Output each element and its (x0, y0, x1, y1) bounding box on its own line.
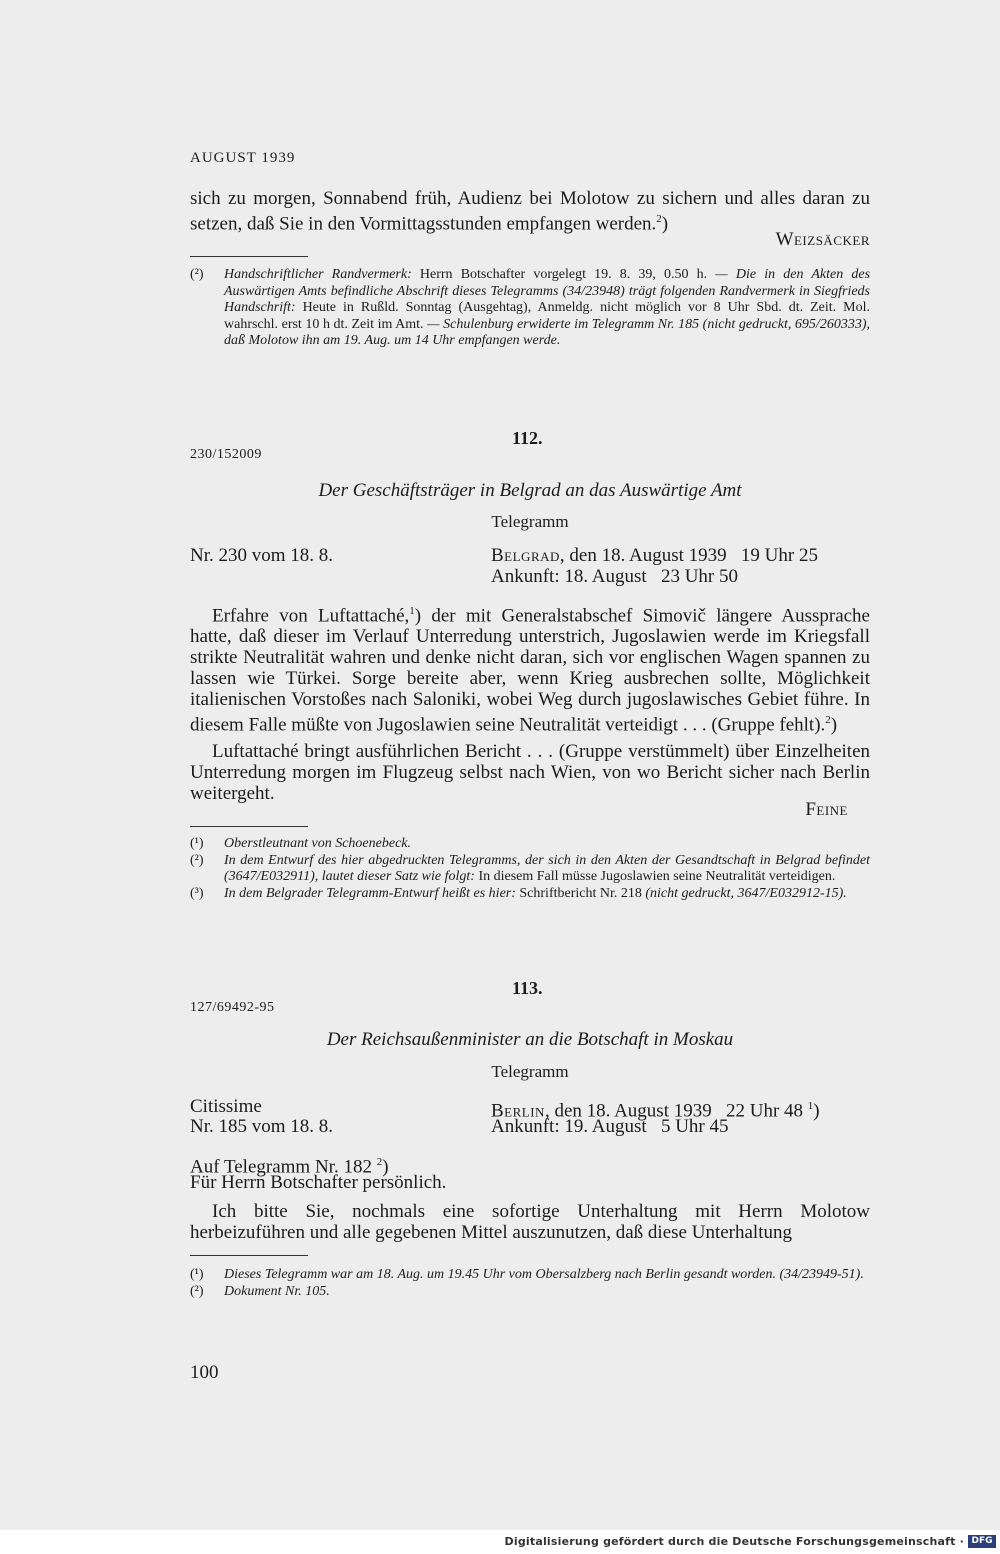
body-text: Erfahre von Luftattaché, (212, 605, 410, 627)
dispatch-place: Belgrad (491, 545, 560, 566)
footnote-ref: 2 (825, 714, 831, 727)
footnote-part: — Schulenburg erwiderte im Telegramm Nr. 185 (nicht gedruckt, 695/260333), daß Molotow ihn am 19. Aug. um 14 Uhr empfangen werde. (224, 316, 870, 348)
dispatch-place: Berlin (491, 1100, 545, 1122)
footnote (190, 836, 870, 853)
footnote-divider (190, 826, 308, 827)
footnote (190, 267, 870, 350)
footnote-divider (190, 256, 308, 257)
continuation-text: sich zu morgen, Sonnabend früh, Audienz bei Molotow zu sichern und alles daran zu setzen, daß Sie in den Vormittagsstunden empfangen werden. (190, 188, 870, 235)
body-text: Ich bitte Sie, nochmals eine sofortige Unterhaltung mit Herrn Molotow herbeizuführen und alle gegebenen Mittel auszunutzen, daß diese Unterhaltung (190, 1201, 870, 1243)
document-title: Der Geschäftsträger in Belgrad an das Auswärtige Amt (318, 480, 742, 501)
arrival-line: Ankunft: 19. August 5 Uhr 45 (491, 1116, 729, 1137)
footnote-block (190, 836, 870, 902)
footnote-part: In dem Belgrader Telegramm-Entwurf heißt es hier: (224, 885, 520, 901)
film-reference: 230/152009 (190, 447, 262, 462)
footnote (190, 853, 870, 886)
body-paragraph (190, 741, 870, 804)
footnote-ref-close: ) (661, 213, 669, 235)
telegram-number: Nr. 185 vom 18. 8. (190, 1116, 334, 1137)
footnote-part: Handschriftlicher Randvermerk: (224, 267, 420, 282)
dfg-logo: DFG (968, 1535, 996, 1548)
footnote (190, 886, 870, 903)
footnote-block (190, 1267, 870, 1300)
footnote (190, 1267, 870, 1284)
footnote-text: Dokument Nr. 105. (224, 1283, 330, 1299)
film-reference: 127/69492-95 (190, 1000, 275, 1015)
footnote-ref: 1 (409, 605, 415, 617)
footnote-part: Herrn Botschafter vorgelegt 19. 8. 39, 0.50 h. (419, 267, 716, 282)
digitization-footer (0, 1530, 1000, 1554)
footnote-part: Schriftbericht Nr. 218 (519, 885, 646, 901)
arrival-line: Ankunft: 18. August 23 Uhr 50 (491, 566, 738, 587)
footnote-part: Heute in Rußld. Sonntag (Ausgehtag), Anmeldg. nicht möglich vor 8 Uhr Sbd. dt. Zeit. Mol. wahrschl. erst 10 h dt. Zeit im Amt. (224, 300, 870, 332)
body-text: ) (830, 714, 838, 736)
footnote-part: In diesem Fall müsse Jugoslawien seine Neutralität verteidigen. (478, 869, 836, 884)
dispatch-date: , den 18. August 1939 19 Uhr 25 (559, 545, 818, 566)
footnote-text: Oberstleutnant von Schoenebeck. (224, 836, 411, 851)
body-paragraph (190, 1201, 870, 1243)
footnote-ref: 1 (807, 1100, 814, 1112)
footnote-part: In dem Entwurf des hier abgedruckten Telegramms, der sich in den Akten der Gesandtschaft in Belgrad befindet (3647/E032911), lautet dieser Satz wie folgt: (224, 852, 870, 884)
footnote (190, 1284, 870, 1301)
footnote-number: (²) (190, 267, 204, 282)
footnote-number: (¹) (190, 1267, 204, 1282)
footnote-text: Dieses Telegramm war am 18. Aug. um 19.45 Uhr vom Obersalzberg nach Berlin gesandt worden. (34/23949-51). (224, 1267, 864, 1282)
document-title: Der Reichsaußenminister an die Botschaft in Moskau (326, 1029, 734, 1050)
document-type: Telegramm (491, 1062, 569, 1081)
digitization-credit: Digitalisierung gefördert durch die Deutsche Forschungsgemeinschaft · (504, 1535, 964, 1548)
dispatch-date: , den 18. August 1939 22 Uhr 48 (544, 1100, 804, 1122)
body-paragraph (190, 601, 870, 736)
signature-feine: Feine (805, 799, 848, 820)
page-number: 100 (190, 1362, 219, 1383)
priority-label: Citissime (190, 1096, 262, 1117)
footnote-number: (³) (190, 885, 204, 901)
footnote-number: (²) (190, 852, 204, 868)
body-text: ) der mit Generalstabschef Simovič längere Aussprache hatte, daß dieser im Verlauf Unterredung unterstrich, Jugoslawien werde im Kriegsfall strikte Neutralität wahren und denke nicht daran, sich vor englischen Wagen spannen zu lassen wie Türkei. Sorge bereite aber, wenn Krieg ausbrechen sollte, Möglichkeit italienischen Vorstoßes nach Saloniki, wobei Weg durch jugoslawisches Gebiet führe. In diesem Falle müßte von Jugoslawien seine Neutralität verteidigt . . . (Gruppe fehlt). (190, 605, 870, 736)
continuation-paragraph (190, 188, 870, 234)
signature-weizsaecker: Weizsäcker (775, 229, 870, 250)
personal-note: Für Herrn Botschafter persönlich. (190, 1172, 447, 1193)
footnote-number: (²) (190, 1283, 204, 1299)
document-number: 112. (512, 428, 543, 448)
running-head: AUGUST 1939 (190, 150, 296, 166)
document-number: 113. (512, 978, 543, 998)
footnote-part: (nicht gedruckt, 3647/E032912-15). (645, 885, 847, 901)
footnote-part: — Die in den Akten des Auswärtigen Amts befindliche Abschrift dieses Telegramms (34/23948) trägt folgenden Randvermerk in Siegfrieds Handschrift: (224, 267, 871, 315)
footnote-text (224, 267, 870, 350)
telegram-number: Nr. 230 vom 18. 8. (190, 545, 334, 566)
footnote-divider (190, 1255, 308, 1256)
reference-text: Auf Telegramm Nr. 182 (190, 1156, 372, 1178)
dispatch-line (491, 545, 818, 566)
footnote-ref-close: ) (813, 1100, 820, 1122)
footnote-ref: 2 (656, 213, 662, 225)
footnote-block (190, 267, 870, 350)
footnote-text (224, 853, 870, 886)
body-text: Luftattaché bringt ausführlichen Bericht . . . (Gruppe verstümmelt) über Einzelheiten Unterredung morgen im Flugzeug selbst nach Wien, von wo Bericht sicher nach Berlin weitergeht. (190, 741, 870, 804)
footnote-ref-close: ) (382, 1156, 389, 1178)
footnote-number: (¹) (190, 836, 204, 851)
footnote-text (224, 886, 870, 903)
document-type: Telegramm (491, 512, 569, 531)
footnote-ref: 2 (376, 1156, 383, 1168)
